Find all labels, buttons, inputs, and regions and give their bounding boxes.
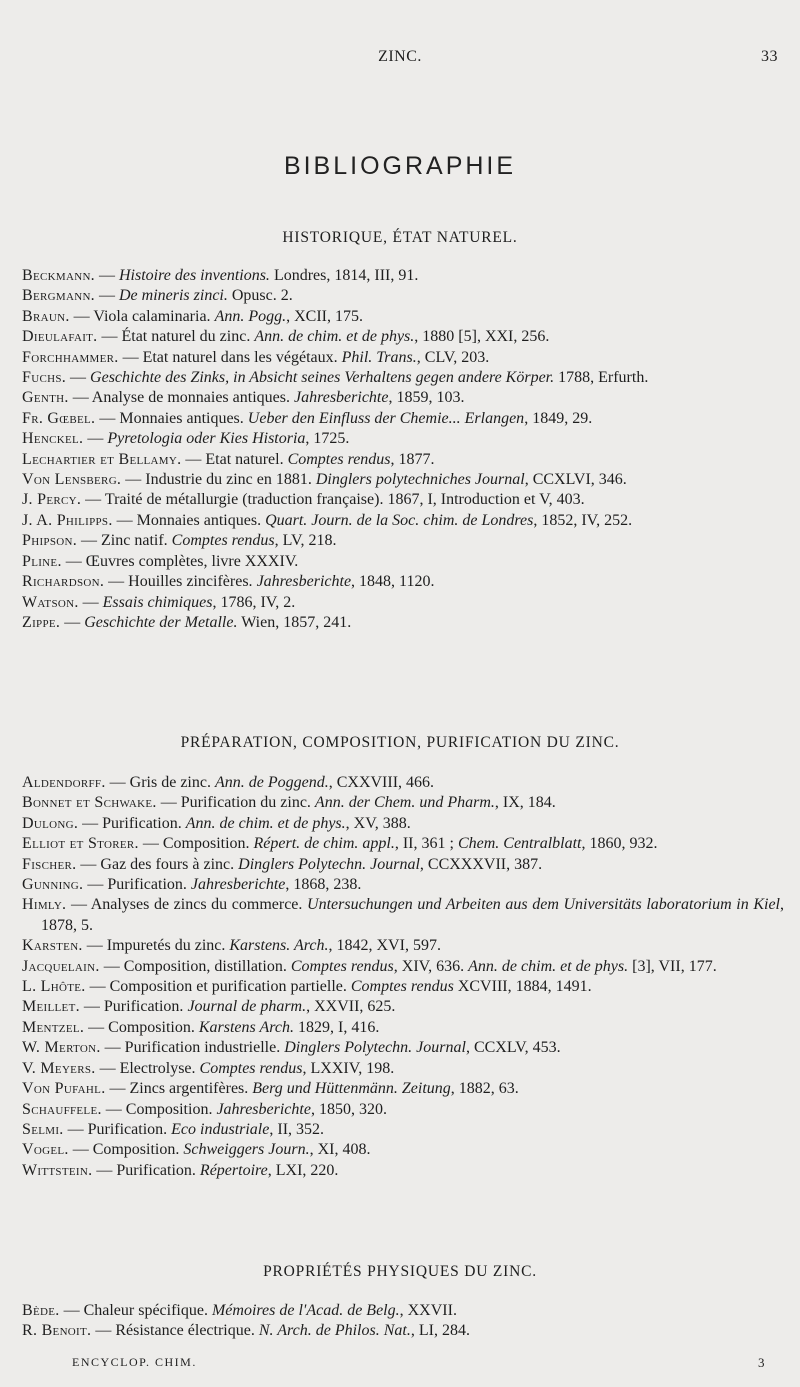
entry-title: Geschichte der Metalle. (84, 613, 238, 631)
entry-text: — Monnaies antiques. (95, 409, 248, 427)
footer-signature-number: 3 (758, 1355, 766, 1370)
bibliography-entry (22, 429, 784, 449)
entry-text: , 1882, 63. (450, 1080, 519, 1098)
entry-text: , IX, 184. (494, 794, 556, 812)
entry-text: Opusc. 2. (227, 287, 293, 305)
entry-title: Comptes rendus (199, 1059, 303, 1077)
bibliography-entry (22, 307, 784, 327)
entry-title: Comptes rendus (290, 957, 394, 975)
entry-text: , CCXXXVII, 387. (419, 855, 543, 873)
entry-author: Beckmann. (22, 267, 95, 284)
entry-text: — Viola calaminaria. (69, 307, 215, 325)
entry-text: — Zinc natif. (77, 532, 172, 550)
entry-text: — Monnaies antiques. (112, 511, 266, 529)
entry-title: Comptes rendus (350, 978, 454, 996)
entry-author: Fr. Gœbel. (22, 409, 96, 427)
bibliography-entry (22, 1100, 784, 1120)
bibliography-entry (22, 1301, 784, 1321)
entry-text: , 1850, 320. (310, 1100, 387, 1118)
entry-author: Von Lensberg. (22, 471, 122, 489)
entry-text: — Purification. (78, 814, 186, 832)
entry-author: Jacquelain. (22, 957, 100, 975)
entry-text: , 1868, 238. (285, 876, 362, 894)
entry-title: Karstens Arch. (198, 1018, 294, 1036)
entry-author: Aldendorff. (22, 774, 106, 791)
entry-text: — (60, 613, 85, 631)
bibliography-entry (22, 572, 784, 592)
entry-author: Himly. (22, 896, 67, 914)
entry-author: Braun. (22, 307, 70, 325)
entry-title: Karstens. Arch. (229, 937, 329, 955)
entry-text: , 1852, IV, 252. (533, 511, 633, 529)
bibliography-entry (22, 388, 784, 408)
running-head (0, 48, 800, 70)
entry-author: Bède. (22, 1302, 60, 1319)
entry-author: Phipson. (22, 532, 78, 550)
bibliography-entry (22, 1038, 784, 1058)
entry-title: Ann. de chim. et de phys. (254, 328, 415, 346)
bibliography-entry (22, 1079, 784, 1099)
entry-author: Wittstein. (22, 1161, 93, 1179)
entry-author: Fuchs. (22, 369, 67, 387)
entry-text: — Gris de zinc. (105, 774, 215, 791)
entry-text: — Œuvres complètes, livre XXXIV. (61, 552, 299, 570)
entry-text: — Etat naturel. (181, 450, 288, 468)
bibliography-entry (22, 1059, 784, 1079)
entry-text: — Composition et purification partielle. (85, 978, 351, 996)
entry-title: Jahresberichte (216, 1100, 311, 1118)
entries-historique (22, 266, 784, 633)
entry-text: , II, 361 ; (394, 835, 458, 853)
entry-text: — Composition. (68, 1141, 184, 1159)
entry-title: Comptes rendus (287, 450, 391, 468)
entry-text: — Etat naturel dans les végétaux. (118, 348, 342, 366)
entry-text: , LXI, 220. (267, 1161, 339, 1179)
entry-title: Histoire des inventions. (118, 267, 270, 284)
bibliography-entry (22, 1120, 784, 1140)
entry-author: Selmi. (22, 1120, 64, 1138)
entry-title: Répert. de chim. appl. (253, 835, 395, 853)
entry-text: — Analyse de monnaies antiques. (68, 389, 294, 407)
entry-title: Schweiggers Journ. (183, 1141, 310, 1159)
entry-text: — Purification. (79, 998, 188, 1016)
entry-author: Gunning. (22, 876, 84, 894)
entry-author: Elliot et Storer. (22, 835, 139, 853)
running-title: ZINC. (378, 48, 422, 65)
entry-text: , XI, 408. (309, 1141, 371, 1159)
bibliography-entry (22, 470, 784, 490)
entry-text: , II, 352. (269, 1120, 325, 1138)
entry-title: Ann. de Poggend. (214, 774, 329, 791)
bibliography-entry (22, 875, 784, 895)
page-title: BIBLIOGRAPHIE (283, 152, 517, 180)
entry-text: , 1860, 932. (581, 835, 658, 853)
entry-text: , CXXVIII, 466. (328, 774, 435, 791)
entry-author: Bonnet et Schwake. (22, 794, 157, 812)
entry-text: — Purification du zinc. (156, 794, 315, 812)
entry-text: — Chaleur spécifique. (59, 1302, 212, 1319)
entry-text: , CCXLVI, 346. (524, 471, 627, 489)
entry-author: Dieulafait. (22, 328, 98, 346)
page-footer (0, 1355, 800, 1375)
entry-title: Jahresberichte (256, 573, 352, 591)
entry-text: , 1725. (305, 430, 350, 448)
entry-title: Quart. Journ. de la Soc. chim. de Londres (265, 511, 534, 529)
bibliography-entry (22, 1321, 784, 1341)
bibliography-entry (22, 997, 784, 1017)
entry-text: — Industrie du zinc en 1881. (121, 471, 316, 489)
entry-title: Jahresberichte (293, 389, 389, 407)
entry-title: De mineris zinci. (118, 287, 228, 305)
entry-text: — Purification industrielle. (100, 1039, 285, 1057)
entry-text: , 1859, 103. (388, 389, 465, 407)
bibliography-entry (22, 936, 784, 956)
bibliography-entry (22, 957, 784, 977)
entry-author: Schauffele. (22, 1100, 102, 1118)
bibliography-entry (22, 266, 784, 286)
entry-title: Ann. der Chem. und Pharm. (314, 794, 495, 812)
bibliography-entry (22, 855, 784, 875)
entry-text: — État naturel du zinc. (97, 328, 255, 346)
entry-text: , 1880 [5], XXI, 256. (414, 328, 550, 346)
entry-text: — Traité de métallurgie (traduction française). 1867, I, Introduction et V, 403. (81, 491, 585, 509)
entry-text: — Purification. (92, 1161, 200, 1179)
entry-author: Von Pufahl. (22, 1080, 106, 1098)
bibliography-entry (22, 348, 784, 368)
entry-author: W. Merton. (22, 1039, 101, 1057)
entry-author: Vogel. (22, 1141, 69, 1159)
entry-text: , 1849, 29. (524, 409, 593, 427)
footer-signature: ENCYCLOP. CHIM. (72, 1355, 197, 1369)
entry-text: , XXVII, 625. (306, 998, 396, 1016)
entry-title: Ann. de chim. et de phys. (468, 957, 629, 975)
bibliography-entry (22, 977, 784, 997)
entry-author: L. Lhôte. (22, 978, 86, 996)
entry-text: , XXVII. (399, 1302, 457, 1319)
entry-text: — Analyses de zincs du commerce. (66, 896, 308, 914)
entry-title: Essais chimiques (102, 593, 213, 611)
bibliography-entry (22, 895, 784, 936)
bibliography-entry (22, 793, 784, 813)
bibliography-entry (22, 490, 784, 510)
entry-text: , XCII, 175. (286, 307, 363, 325)
entry-author: Fischer. (22, 855, 77, 873)
entry-title: Pyretologia oder Kies Historia (107, 430, 306, 448)
entry-text: — (78, 593, 103, 611)
entry-author: Mentzel. (22, 1018, 85, 1036)
entry-text: , CCXLV, 453. (465, 1039, 561, 1057)
bibliography-entry (22, 511, 784, 531)
entry-title: Geschichte des Zinks, in Absicht seines Verhaltens gegen andere Körper. (90, 369, 555, 387)
bibliography-entry (22, 1018, 784, 1038)
bibliography-entry (22, 834, 784, 854)
entry-text: , 1842, XVI, 597. (328, 937, 441, 955)
entry-author: Zippe. (22, 613, 61, 631)
entry-author: Meillet. (22, 998, 80, 1016)
entry-text: — Purification. (83, 876, 191, 894)
entry-text: 1788, Erfurth. (554, 369, 649, 387)
entry-text: — Zincs argentifères. (105, 1080, 253, 1098)
entry-text: — Composition. (138, 835, 254, 853)
entry-text: — Houilles zincifères. (104, 573, 257, 591)
entry-title: Chem. Centralblatt (457, 835, 582, 853)
entry-author: Forchhammer. (22, 348, 119, 366)
entry-title: Ueber den Einfluss der Chemie... Erlangen (247, 409, 525, 427)
entry-text: , 1878, 5. (41, 896, 784, 934)
entry-author: J. A. Philipps. (22, 511, 113, 529)
entry-text: — (66, 369, 91, 387)
entry-text: — (94, 267, 119, 284)
entry-author: V. Meyers. (22, 1059, 96, 1077)
bibliography-entry (22, 814, 784, 834)
entry-text: Wien, 1857, 241. (237, 613, 352, 631)
entry-text: — Purification. (63, 1120, 172, 1138)
entry-text: , 1877. (390, 450, 435, 468)
bibliography-entry (22, 773, 784, 793)
entry-title: Eco industriale (171, 1120, 270, 1138)
entry-title: Dinglers Polytechn. Journal (238, 855, 420, 873)
entry-text: , 1786, IV, 2. (212, 593, 296, 611)
bibliography-entry (22, 531, 784, 551)
entry-text: , LI, 284. (410, 1322, 470, 1340)
entry-title: Phil. Trans. (341, 348, 417, 366)
page-number: 33 (761, 48, 778, 65)
bibliography-entry (22, 286, 784, 306)
entry-text: , CLV, 203. (416, 348, 490, 366)
bibliography-entry (22, 1140, 784, 1160)
entry-author: Pline. (22, 552, 62, 570)
entry-text: , 1848, 1120. (351, 573, 435, 591)
section-heading-historique: HISTORIQUE, ÉTAT NATUREL. (282, 229, 518, 246)
entry-author: R. Benoit. (22, 1322, 92, 1340)
entry-title: Comptes rendus (171, 532, 275, 550)
entry-text: — (83, 430, 108, 448)
entry-title: N. Arch. de Philos. Nat. (258, 1322, 411, 1340)
entry-text: , XV, 388. (345, 814, 411, 832)
entry-text: Londres, 1814, III, 91. (269, 267, 419, 284)
entry-author: Karsten. (22, 937, 83, 955)
entry-author: Watson. (22, 593, 79, 611)
entry-title: Ann. de chim. et de phys. (185, 814, 346, 832)
entry-text: XCVIII, 1884, 1491. (453, 978, 592, 996)
bibliography-entry (22, 552, 784, 572)
entry-text: — Gaz des fours à zinc. (76, 855, 239, 873)
entry-text: — Electrolyse. (95, 1059, 200, 1077)
entry-text: — (94, 287, 119, 305)
bibliography-entry (22, 327, 784, 347)
entry-author: Genth. (22, 389, 69, 407)
entry-author: Henckel. (22, 430, 84, 448)
entry-text: [3], VII, 177. (628, 957, 717, 975)
entry-title: Dinglers Polytechn. Journal (284, 1039, 466, 1057)
bibliography-entry (22, 450, 784, 470)
section-heading-preparation: PRÉPARATION, COMPOSITION, PURIFICATION DU ZINC. (180, 734, 620, 751)
bibliography-entry (22, 593, 784, 613)
entry-text: , LV, 218. (274, 532, 337, 550)
entry-title: Dinglers polytechniches Journal (315, 471, 525, 489)
entry-text: — Composition, distillation. (99, 957, 291, 975)
entry-author: Lechartier et Bellamy. (22, 450, 182, 468)
entry-text: — Résistance électrique. (91, 1322, 259, 1340)
bibliography-entry (22, 368, 784, 388)
entry-text: , XIV, 636. (393, 957, 469, 975)
bibliography-entry (22, 409, 784, 429)
entries-preparation (22, 773, 784, 1181)
entry-title: Berg und Hüttenmänn. Zeitung (252, 1080, 451, 1098)
entry-author: J. Percy. (22, 491, 82, 509)
entry-text: , LXXIV, 198. (302, 1059, 395, 1077)
entry-title: Mémoires de l'Acad. de Belg. (211, 1302, 400, 1319)
entry-title: Jahresberichte (190, 876, 286, 894)
bibliography-entry (22, 1161, 784, 1181)
entry-text: — Impuretés du zinc. (82, 937, 230, 955)
entry-author: Richardson. (22, 573, 105, 591)
entry-title: Ann. Pogg. (214, 307, 287, 325)
section-heading-proprietes: PROPRIÉTÉS PHYSIQUES DU ZINC. (263, 1263, 537, 1280)
entry-title: Répertoire (199, 1161, 268, 1179)
entry-text: — Composition. (84, 1018, 199, 1036)
entry-author: Bergmann. (22, 287, 95, 305)
entries-proprietes (22, 1301, 784, 1342)
bibliography-entry (22, 613, 784, 633)
entry-title: Untersuchungen und Arbeiten aus dem Universitäts laboratorium in Kiel (307, 896, 780, 914)
entry-title: Journal de pharm. (187, 998, 307, 1016)
entry-text: 1829, I, 416. (293, 1018, 380, 1036)
entry-text: — Composition. (101, 1100, 217, 1118)
entry-author: Dulong. (22, 814, 79, 832)
